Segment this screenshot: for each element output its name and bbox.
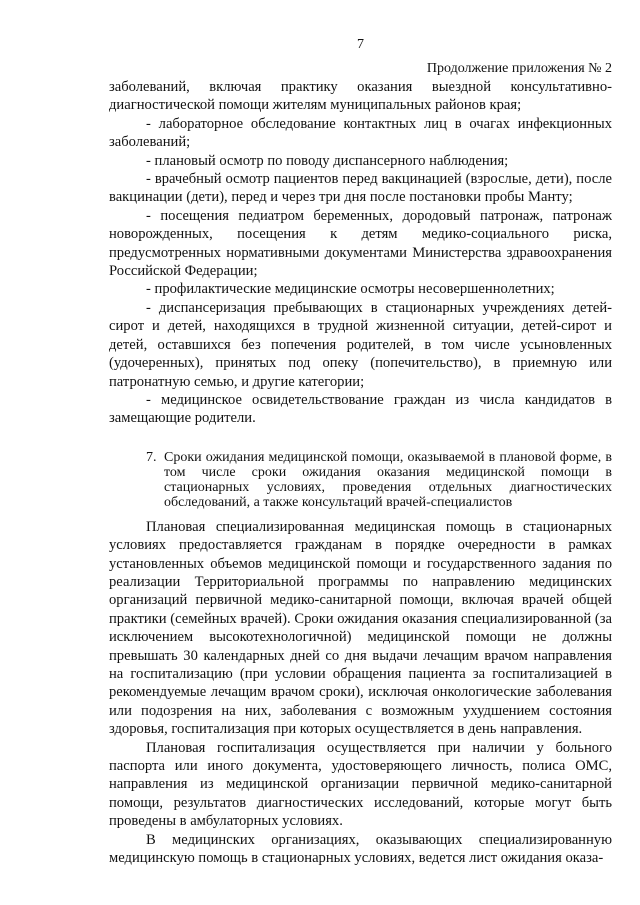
list-item: - диспансеризация пребывающих в стационарных учреждениях детей-сирот и детей, находящихся в трудной жизненной ситуации, детей-сирот и детей, оставшихся без попечения родителей, в том числе усыновленных (удочеренных), принятых под опеку (попечительство), в приемную или патронатную семью, и другие категории; bbox=[109, 299, 612, 390]
list-item: - медицинское освидетельствование граждан из числа кандидатов в замещающие родители. bbox=[109, 391, 612, 427]
section-title: Сроки ожидания медицинской помощи, оказываемой в плановой форме, в том числе сроки ожидания оказания медицинской помощи в стационарных условиях, проведения отдельных диагностических обследований, а также консультаций врачей-специалистов bbox=[164, 449, 612, 510]
section-number: 7. bbox=[146, 449, 157, 465]
document-page bbox=[109, 36, 612, 867]
list-item: - плановый осмотр по поводу диспансерного наблюдения; bbox=[146, 152, 509, 169]
body-text-top bbox=[109, 78, 612, 428]
paragraph: заболеваний, включая практику оказания выездной консультативно-диагностической помощи жителям муниципальных районов края; bbox=[109, 79, 612, 114]
section-heading bbox=[109, 450, 612, 510]
page-number: 7 bbox=[357, 37, 364, 52]
list-item: - врачебный осмотр пациентов перед вакцинацией (взрослые, дети), после вакцинации (дети), перед и через три дня после постановки пробы Манту; bbox=[109, 171, 612, 206]
appendix-continuation-label: Продолжение приложения № 2 bbox=[426, 61, 612, 76]
paragraph: Плановая специализированная медицинская помощь в стационарных условиях предоставляется гражданам в порядке очередности в рамках установленных объемов медицинской помощи и государственного задания по реализации Территориальной программы по направлению медицинских организаций первичной медико-санитарной помощи, включая врачей общей практики (семейных врачей). Сроки ожидания оказания специализированной (за исключением высокотехнологичной) медицинской помощи не должны превышать 30 календарных дней со дня выдачи лечащим врачом направления на госпитализацию (при условии обращения пациента за госпитализацией в рекомендуемые лечащим врачом сроки), исключая онкологические заболевания или подозрения на них, заболевания с возможным ухудшением состояния здоровья, госпитализация при которых осуществляется в день направления. bbox=[109, 518, 612, 738]
body-text-bottom bbox=[109, 518, 612, 868]
list-item: - посещения педиатром беременных, дородовый патронаж, патронаж новорожденных, посещения к детям медико-социального риска, предусмотренных нормативными документами Министерства здравоохранения Российской Федерации; bbox=[109, 207, 612, 280]
list-item: - профилактические медицинские осмотры несовершеннолетних; bbox=[146, 281, 555, 298]
list-item: - лабораторное обследование контактных лиц в очагах инфекционных заболеваний; bbox=[109, 115, 612, 151]
paragraph: В медицинских организациях, оказывающих специализированную медицинскую помощь в стационарных условиях, ведется лист ожидания оказа- bbox=[109, 831, 612, 867]
paragraph: Плановая госпитализация осуществляется при наличии у больного паспорта или иного документа, удостоверяющего личность, полиса ОМС, направления из медицинской организации первичной медико-санитарной помощи, результатов диагностических исследований, которые могут быть проведены в амбулаторных условиях. bbox=[109, 739, 612, 830]
